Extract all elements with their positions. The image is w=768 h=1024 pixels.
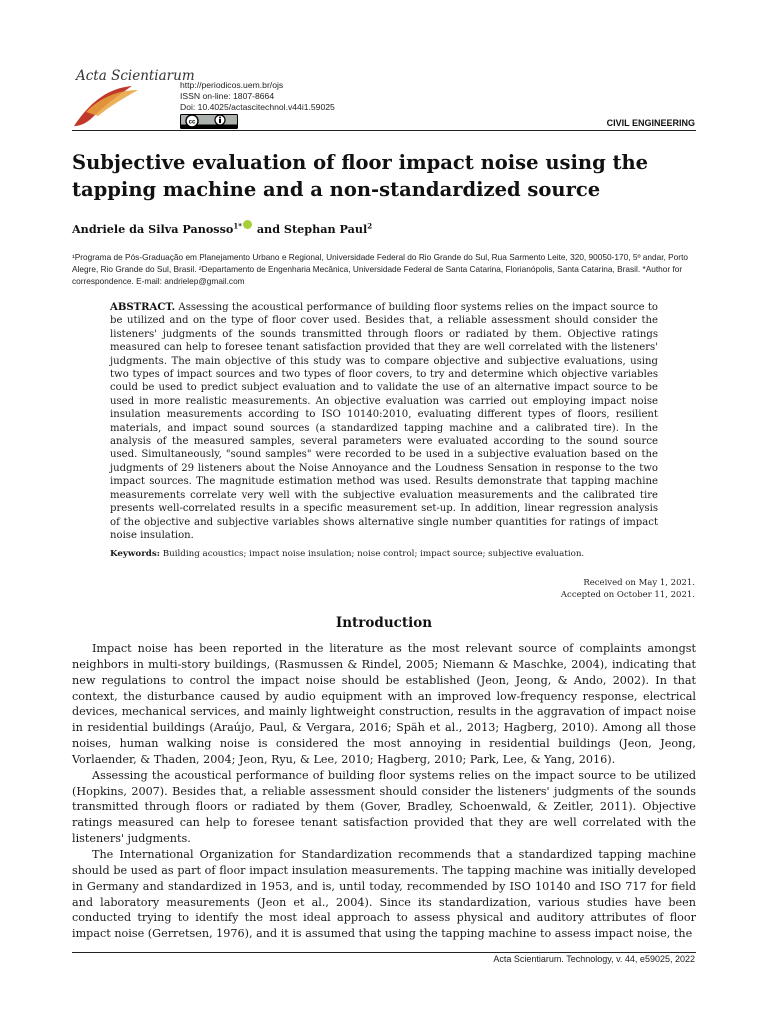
keywords-label: Keywords: [110, 549, 160, 559]
abstract [110, 301, 658, 542]
header-rule [72, 130, 696, 131]
author-line [72, 220, 372, 236]
journal-url[interactable]: http://periodicos.uem.br/ojs [180, 80, 284, 90]
section-label: CIVIL ENGINEERING [606, 118, 695, 128]
article-title: Subjective evaluation of floor impact noise using the tapping machine and a non-standardized source [72, 151, 649, 201]
abstract-text: Assessing the acoustical performance of building floor systems relies on the impact source to be utilized and on the type of floor cover used. Besides that, a reliable assessment should consider the listeners' judgments of the sounds transmitted through floors or radiated by them. Objective ratings measured can help to foresee tenant satisfaction provided that they are well correlated with the listeners' judgments. The main objective of this study was to compare objective and subjective evaluations, using two types of impact sources and two types of floor covers, to try and determine which objective variables could be used to predict subject evaluation and to validate the use of an alternative impact source to be used in more realistic measurements. An objective evaluation was carried out employing impact noise insulation measurements according to ISO 10140:2010, evaluating different types of floors, resilient materials, and impact sound sources (a standardized tapping machine and a calibrated tire). In the analysis of the measured samples, several parameters were evaluated according to the sound source used. Simultaneously, "sound samples" were recorded to be used in a subjective evaluation based on the judgments of 29 listeners about the Noise Annoyance and the Loudness Sensation in response to the two impact sources. The magnitude estimation method was used. Results demonstrate that tapping machine measurements correlate very well with the subjective evaluation measurements and the calibrated tire presents well-correlated results in a specific measurement set-up. In addition, linear regression analysis of the objective and subjective variables shows alternative single number quantities for ratings of impact noise insulation. [110, 302, 658, 541]
introduction-heading: Introduction [335, 615, 433, 631]
dates [561, 578, 695, 601]
orcid-icon[interactable] [243, 220, 252, 229]
abstract-label: ABSTRACT. [110, 302, 176, 313]
paragraph: Assessing the acoustical performance of building floor systems relies on the impact source to be utilized (Hopkins, 2007). Besides that, a reliable assessment should consider the listeners' judgments of the sounds transmitted through floors or radiated by them (Gover, Bradley, Schoenwald, & Zeitler, 2011). Objective ratings measured can help to foresee tenant satisfaction provided that they are well correlated with the listeners' judgments. [72, 768, 696, 846]
paragraph: The International Organization for Standardization recommends that a standardized tapping machine should be used as part of floor impact insulation measurements. The tapping machine was initially developed in Germany and standardized in 1953, and is, until today, recommended by ISO 10140 and ISO 717 for field and laboratory measurements (Jeon et al., 2004). Since its standardization, various studies have been conducted trying to identify the most ideal approach to assess physical and auditory attributes of floor impact noise (Gerretsen, 1976), and it is assumed that using the tapping machine to assess impact noise, the [72, 847, 696, 941]
cc-by-license-icon[interactable] [180, 114, 238, 129]
introduction-body [72, 641, 696, 942]
journal-logo-swoosh [72, 82, 172, 130]
accepted-date: Accepted on October 11, 2021. [560, 589, 695, 600]
journal-issn: ISSN on-line: 1807-8664 [180, 91, 275, 101]
author-1-affiliation-mark: 1* [233, 221, 242, 231]
journal-meta [180, 80, 335, 113]
paragraph: Impact noise has been reported in the literature as the most relevant source of complaints amongst neighbors in multi-story buildings, (Rasmussen & Rindel, 2005; Niemann & Maschke, 2004), indicating that new regulations to control the impact noise should be established (Jeon, Jeong, & Ando, 2002). In that context, the disturbance caused by audio equipment with an improved low-frequency response, electrical devices, mechanical services, and mainly lightweight construction, results in the aggravation of impact noise in residential buildings (Araújo, Paul, & Vergara, 2016; Späh et al., 2013; Hagberg, 2010). Among all those noises, human walking noise is considered the most annoying in residential buildings (Jeon, Jeong, Vorlaender, & Thaden, 2004; Jeon, Ryu, & Lee, 2010; Hagberg, 2010; Park, Lee, & Yang, 2016). [72, 642, 696, 766]
svg-text:cc: cc [188, 119, 196, 126]
keywords [110, 548, 670, 560]
journal-logo-text: Acta Scientiarum [76, 68, 195, 84]
footer-citation: Acta Scientiarum. Technology, v. 44, e59025, 2022 [493, 954, 695, 964]
keywords-text: Building acoustics; impact noise insulation; noise control; impact source; subjective evaluation. [162, 549, 585, 559]
author-name-2: and Stephan Paul [256, 222, 368, 236]
author-2-affiliation-mark: 2 [367, 221, 373, 231]
author-name-1: Andriele da Silva Panosso [72, 222, 234, 236]
footer-rule [72, 952, 696, 953]
received-date: Received on May 1, 2021. [583, 578, 695, 588]
affiliations: ¹Programa de Pós-Graduação em Planejamento Urbano e Regional, Universidade Federal do Rio Grande do Sul, Rua Sarmento Leite, 320, 90050-170, 5º andar, Porto Alegre, Rio Grande do Sul, Brasil. ²Departamento de Engenharia Mecânica, Universidade Federal de Santa Catarina, Florianópolis, Santa Catarina, Brasil. *Author for correspondence. E-mail: andrielep@gmail.com [72, 252, 688, 287]
article-doi[interactable]: Doi: 10.4025/actascitechnol.v44i1.59025 [180, 102, 335, 112]
